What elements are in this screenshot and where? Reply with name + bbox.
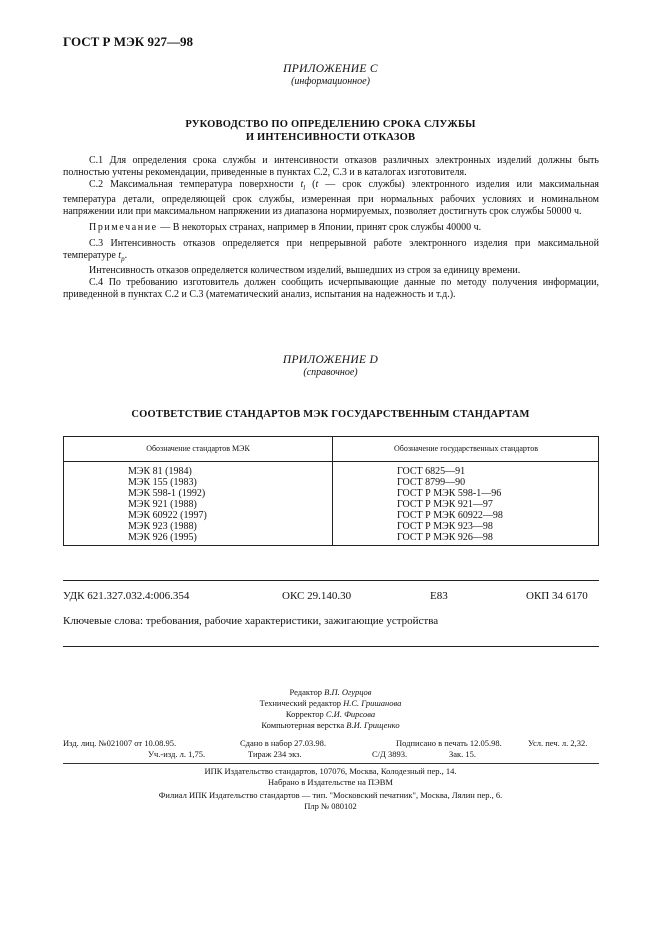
table-cell: МЭК 155 (1983) [128, 477, 197, 488]
staff-tech-editor: Технический редактор Н.С. Гришанова [259, 698, 402, 708]
pub-tirazh: Тираж 234 экз. [248, 749, 302, 759]
appendix-d-title: ПРИЛОЖЕНИЕ D [282, 354, 379, 366]
clause-c3 [63, 238, 599, 266]
clause-c3-var: t [118, 249, 122, 261]
table-cell: ГОСТ Р МЭК 921—97 [397, 499, 493, 510]
pub-zak: Зак. 15. [449, 749, 477, 759]
imprint-line: Филиал ИПК Издательство стандартов — тип. "Московский печатник", Москва, Лялин пер., 6. [158, 790, 503, 800]
clause-c2-var2: t [315, 178, 319, 190]
imprint-line: Плр № 080102 [304, 801, 357, 811]
appendix-d-heading: СООТВЕТСТВИЕ СТАНДАРТОВ МЭК ГОСУДАРСТВЕННЫМ СТАНДАРТАМ [131, 409, 530, 420]
standards-table [63, 436, 599, 546]
appendix-d-subtitle: (справочное) [303, 367, 358, 378]
udk-code: УДК 621.327.032.4:006.354 [63, 590, 190, 602]
table-cell: ГОСТ Р МЭК 926—98 [397, 532, 493, 543]
pub-uch: Уч.-изд. л. 1,75. [148, 749, 206, 759]
clause-c2-post: — срок службы) электронного изделия или максимальная температура детали, определяющей срок службы, измеренная при нормальных рабочих условиях и номинальном напряжении или при максимальном напряжении из диапазона нормируемых, позволяет достигнуть срок службы 50000 ч. [63, 178, 599, 218]
clause-c3-post: . [124, 249, 128, 261]
table-column-gost [397, 466, 503, 543]
table-header-gost: Обозначение государственных стандартов [394, 444, 538, 453]
pub-license: Изд. лиц. №021007 от 10.08.95. [63, 738, 177, 748]
table-cell: МЭК 926 (1995) [128, 532, 197, 543]
table-cell: ГОСТ Р МЭК 60922—98 [397, 510, 503, 521]
okp-code: ОКП 34 6170 [526, 590, 588, 602]
table-cell: МЭК 60922 (1997) [128, 510, 207, 521]
appendix-c-body [63, 155, 599, 301]
imprint [0, 766, 661, 812]
staff-corrector: Корректор С.И. Фирсова [285, 709, 376, 719]
table-cell: ГОСТ Р МЭК 923—98 [397, 521, 493, 532]
note-text: — В некоторых странах, например в Японии, принят срок службы 40000 ч. [157, 221, 482, 233]
clause-c2-mid: ( [305, 178, 316, 190]
table-cell: ГОСТ Р МЭК 598-1—96 [397, 488, 502, 499]
document-header: ГОСТ Р МЭК 927—98 [63, 34, 193, 49]
appendix-c-heading [0, 118, 661, 144]
oks-code: ОКС 29.140.30 [282, 590, 352, 602]
clause-c1: С.1 Для определения срока службы и интенсивности отказов различных электронных изделий должны быть полностью учтены рекомендации, приведенные в пунктах С.2, С.3 и в каталогах изготовителя. [63, 155, 599, 178]
appendix-c-title: ПРИЛОЖЕНИЕ С [283, 63, 378, 75]
keywords: Ключевые слова: требования, рабочие характеристики, зажигающие устройства [63, 615, 439, 627]
pub-sheets: Усл. печ. л. 2,32. [528, 738, 588, 748]
table-header-iec: Обозначение стандартов МЭК [146, 444, 250, 453]
footer-rule-bottom [63, 646, 599, 647]
pub-sd: С/Д 3893. [372, 749, 408, 759]
note-label: Примечание [89, 221, 158, 233]
clause-c2 [63, 179, 599, 218]
staff-credits [0, 687, 661, 731]
clause-c3-pre: С.3 Интенсивность отказов определяется при непрерывной работе электронного изделия при максимальной температуре [63, 237, 599, 261]
clause-c4: С.4 По требованию изготовитель должен сообщить исчерпывающие данные по методу получения информации, приведенной в пунктах С.2 и С.3 (математический анализ, испытания на надежность и т.д.). [63, 277, 599, 300]
appendix-c-heading-line-2: И ИНТЕНСИВНОСТИ ОТКАЗОВ [245, 132, 416, 143]
appendix-c-heading-line-1: РУКОВОДСТВО ПО ОПРЕДЕЛЕНИЮ СРОКА СЛУЖБЫ [185, 119, 476, 130]
pub-sent: Сдано в набор 27.03.98. [240, 738, 326, 748]
clause-c3-sub: р [121, 254, 125, 263]
appendix-c-subtitle: (информационное) [291, 76, 370, 87]
table-cell: ГОСТ 8799—90 [397, 477, 466, 488]
table-cell: МЭК 81 (1984) [128, 466, 192, 477]
table-divider-vertical [332, 437, 333, 545]
table-cell: МЭК 921 (1988) [128, 499, 197, 510]
clause-c2-var: t [300, 178, 304, 190]
table-cell: МЭК 598-1 (1992) [128, 488, 206, 499]
pub-signed: Подписано в печать 12.05.98. [396, 738, 502, 748]
clause-c2-pre: С.2 Максимальная температура поверхности [89, 178, 301, 190]
imprint-line: Набрано в Издательстве на ПЭВМ [268, 777, 393, 787]
staff-layout: Компьютерная верстка В.И. Грищенко [261, 720, 400, 730]
staff-editor: Редактор В.П. Огурцов [289, 687, 372, 697]
imprint-line: ИПК Издательство стандартов, 107076, Москва, Колодезный пер., 14. [204, 766, 457, 776]
footer-rule-top [63, 580, 599, 581]
clause-c3-b: Интенсивность отказов определяется количеством изделий, вышедших из строя за единицу времени. [89, 265, 521, 277]
clause-c2-sub: l [303, 183, 306, 192]
imprint-rule [63, 763, 599, 764]
table-divider-horizontal [64, 461, 598, 462]
table-cell: МЭК 923 (1988) [128, 521, 197, 532]
e-code: Е83 [430, 590, 448, 602]
table-column-iec [128, 466, 207, 543]
note-c2 [63, 222, 599, 234]
table-cell: ГОСТ 6825—91 [397, 466, 466, 477]
